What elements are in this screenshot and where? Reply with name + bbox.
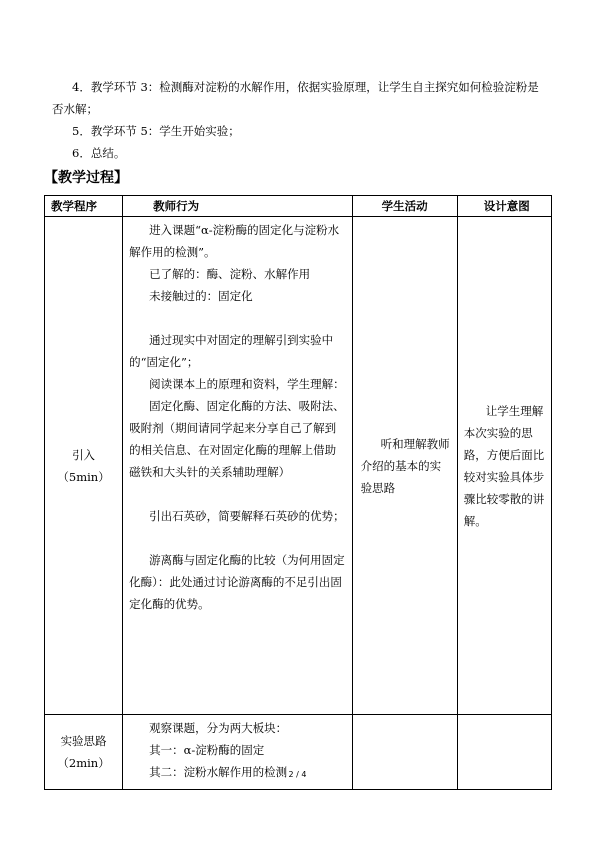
paragraph-step-4: 4．教学环节 3：检测酶对淀粉的水解作用，依据实验原理，让学生自主探究如何检验淀粉是否水解； bbox=[52, 80, 539, 116]
paragraph-step-6: 6．总结。 bbox=[72, 146, 126, 160]
design-cell bbox=[457, 217, 551, 715]
teacher-line: 通过现实中对固定的理解引到实验中的“固定化”； bbox=[129, 333, 334, 369]
stage-name: 实验思路 bbox=[60, 734, 107, 748]
design-intent: 让学生理解本次实验的思路，方便后面比较对实验具体步骤比较零散的讲解。 bbox=[463, 403, 545, 528]
table-header-row bbox=[45, 196, 552, 217]
teacher-line: 游离酶与固定化酶的比较（为何用固定化酶）：此处通过讨论游离酶的不足引出固定化酶的优势。 bbox=[129, 553, 345, 611]
section-heading: 【教学过程】 bbox=[44, 170, 128, 186]
stage-name: 引入 bbox=[72, 447, 96, 462]
header-teacher: 教师行为 bbox=[123, 196, 352, 217]
line-gap bbox=[129, 527, 345, 549]
header-stage: 教学程序 bbox=[45, 196, 123, 217]
teacher-line: 未接触过的：固定化 bbox=[149, 289, 253, 303]
teacher-line: 进入课题“α-淀粉酶的固定化与淀粉水解作用的检测”。 bbox=[129, 223, 340, 259]
page-number: 2 / 4 bbox=[288, 770, 307, 779]
header-design: 设计意图 bbox=[457, 196, 551, 217]
table-row-intro bbox=[45, 217, 552, 715]
stage-time: （5min） bbox=[57, 469, 110, 484]
student-activity: 听和理解教师介绍的基本的实验思路 bbox=[360, 436, 450, 495]
teacher-line: 阅读课本上的原理和资料，学生理解： bbox=[149, 377, 345, 391]
line-gap bbox=[129, 307, 345, 329]
teacher-line: 观察课题，分为两大板块： bbox=[149, 721, 288, 735]
student-cell bbox=[352, 217, 457, 715]
teaching-process-table bbox=[44, 195, 552, 790]
header-student: 学生活动 bbox=[352, 196, 457, 217]
teacher-cell bbox=[123, 217, 352, 715]
teacher-line: 已了解的：酶、淀粉、水解作用 bbox=[149, 267, 311, 281]
paragraph-step-5: 5．教学环节 5：学生开始实验； bbox=[72, 124, 240, 138]
stage-time: （2min） bbox=[57, 756, 110, 770]
teacher-line: 其一：α-淀粉酶的固定 bbox=[149, 743, 265, 757]
line-gap bbox=[129, 483, 345, 505]
stage-cell bbox=[45, 217, 123, 715]
teacher-line: 引出石英砂，简要解释石英砂的优势； bbox=[149, 509, 345, 523]
teacher-line: 其二：淀粉水解作用的检测 bbox=[149, 765, 288, 779]
teacher-line: 固定化酶、固定化酶的方法、吸附法、吸附剂（期间请同学起来分享自己了解到的相关信息、在对固定化酶的理解上借助磁铁和大头针的关系辅助理解） bbox=[129, 399, 345, 479]
